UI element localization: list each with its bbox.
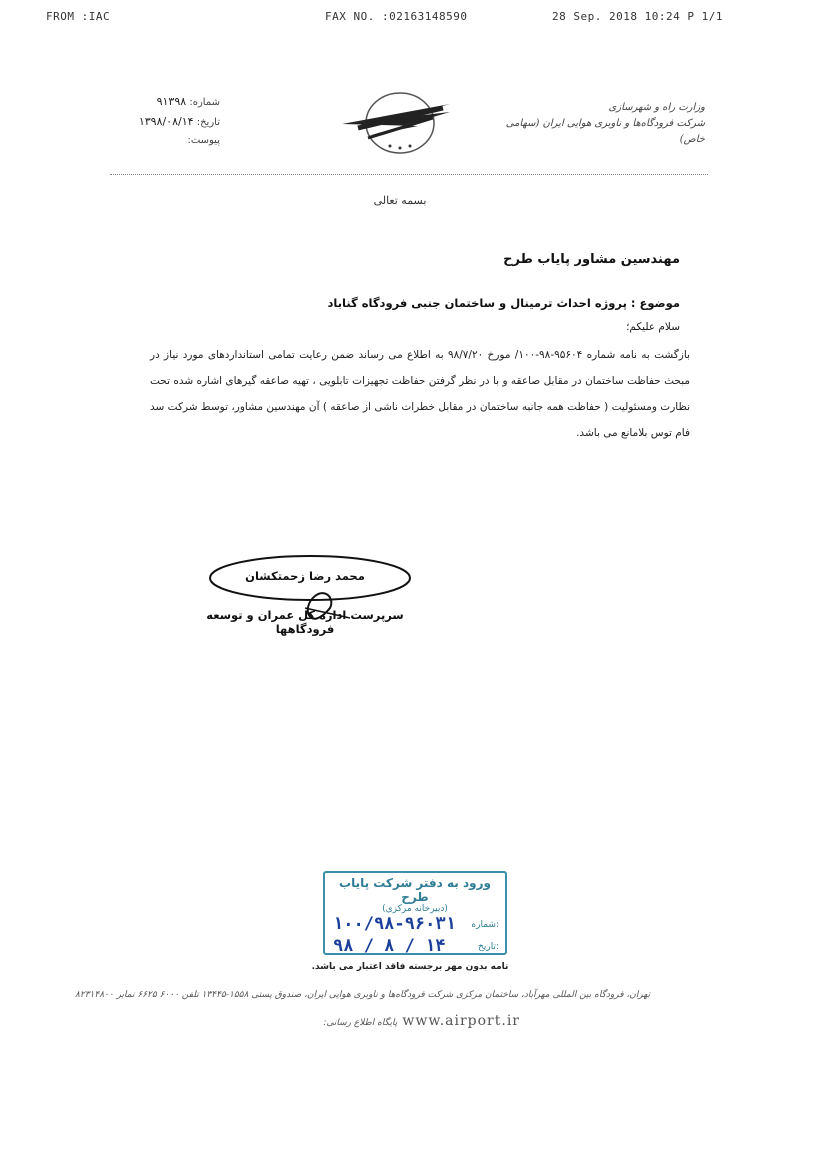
- meta-number-label: شماره:: [189, 97, 220, 108]
- letter-meta: [110, 95, 220, 155]
- stamp-date-row: [325, 936, 505, 958]
- greeting: سلام علیکم؛: [626, 321, 680, 333]
- meta-date: [110, 115, 220, 135]
- fax-number: FAX NO. :02163148590: [325, 10, 468, 23]
- meta-attachment: [110, 135, 220, 155]
- signatory-name: محمد رضا زحمتکشان: [245, 569, 365, 583]
- meta-number-value: ۹۱۳۹۸: [156, 95, 187, 108]
- entry-stamp: [323, 871, 507, 955]
- stamp-number-value: ۱۰۰/۹۸-۹۶۰۳۱: [333, 914, 456, 934]
- meta-date-label: تاریخ:: [196, 117, 220, 128]
- signatory-title: سرپرست اداره کل عمران و توسعه فرودگاهها: [206, 608, 404, 636]
- meta-date-value: ۱۳۹۸/۰۸/۱۴: [138, 115, 194, 128]
- stamp-number-label: شماره:: [471, 920, 499, 930]
- website-url: www.airport.ir: [402, 1013, 520, 1029]
- stamp-number-row: [325, 914, 505, 936]
- stamp-date-value: ۹۸ / ۸ / ۱۴: [333, 936, 446, 956]
- stamp-title: ورود به دفتر شرکت پایاب طرح: [339, 876, 491, 904]
- fax-from: FROM :IAC: [46, 10, 111, 23]
- validity-note: نامه بدون مهر برجسته فاقد اعتبار می باشد.: [311, 962, 509, 972]
- org-line-2: شرکت فرودگاه‌ها و ناوبری هوایی ایران (سهامی خاص): [505, 118, 705, 145]
- company-logo: [338, 88, 458, 158]
- footer-web: [300, 1010, 520, 1029]
- invocation: بسمه تعالی: [373, 194, 427, 207]
- website-label: پایگاه اطلاع رسانی:: [323, 1018, 398, 1028]
- stamp-subtitle: (دبیرخانه مرکزی): [382, 904, 448, 914]
- airport-logo-icon: [338, 88, 458, 158]
- stamp-date-label: تاریخ:: [478, 942, 499, 952]
- recipient: مهندسین مشاور پایاب طرح: [503, 252, 680, 267]
- letter-body: بازگشت به نامه شماره ۹۵۶۰۴-۹۸-۱۰۰/ مورخ ۹۸/۷/۲۰ به اطلاع می رساند ضمن رعایت تمامی استانداردهای مورد نیاز در مبحث حفاظت ساختمان در مقابل صاعقه و با در نظر گرفتن حفاظت تجهیزات تابلویی ، تهیه صاعقه گیرهای اشاره شده تحت نظارت ومسئولیت ( حفاظت همه جانبه ساختمان در مقابل خطرات ناشی از صاعقه ) آن مهندسین مشاور، توسط شرکت سد فام توس بلامانع می باشد.: [150, 349, 690, 439]
- header-divider: [110, 174, 708, 175]
- org-line-1: وزارت راه و شهرسازی: [608, 102, 705, 113]
- fax-datetime: 28 Sep. 2018 10:24 P 1/1: [552, 10, 723, 23]
- org-name: [480, 100, 705, 148]
- subject-line: موضوع : پروژه احداث ترمینال و ساختمان جنبی فرودگاه گناباد: [327, 296, 680, 310]
- footer-address: تهران، فرودگاه بین المللی مهرآباد، ساختمان مرکزی شرکت فرودگاه‌ها و ناوبری هوایی ایران، صندوق پستی ۱۵۵۸-۱۳۴۴۵ تلفن ۶۰۰۰ ۶۶۲۵ نمابر ۸۲۳۱۴۸۰۰: [75, 990, 650, 1000]
- meta-number: [110, 95, 220, 115]
- meta-attachment-label: پیوست:: [187, 135, 220, 146]
